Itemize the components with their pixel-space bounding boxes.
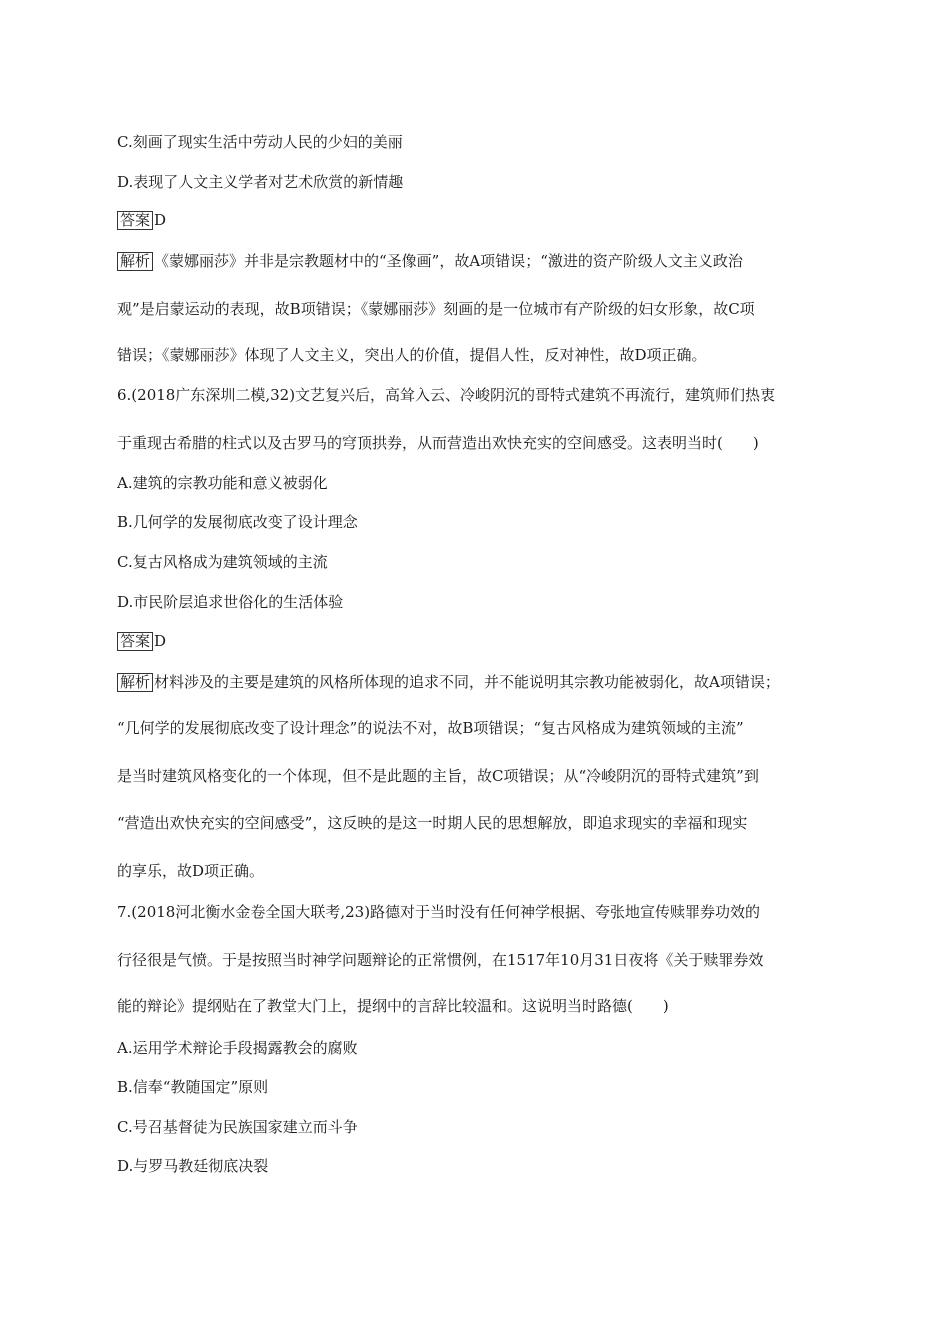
answer-label: 答案 — [117, 211, 153, 230]
q6-option-d: D.市民阶层追求世俗化的生活体验 — [117, 593, 344, 611]
q5-option-c: C.刻画了现实生活中劳动人民的少妇的美丽 — [117, 133, 403, 151]
q5-answer — [117, 210, 166, 230]
q6-option-b: B.几何学的发展彻底改变了设计理念 — [117, 513, 358, 531]
q7-option-d: D.与罗马教廷彻底决裂 — [117, 1157, 269, 1175]
q7-stem-line-2: 行径很是气愤。于是按照当时神学问题辩论的正常惯例，在1517年10月31日夜将《关于赎罪券效 — [117, 951, 764, 969]
q6-option-a: A.建筑的宗教功能和意义被弱化 — [117, 474, 328, 492]
q7-option-b: B.信奉“教随国定”原则 — [117, 1078, 269, 1096]
analysis-label: 解析 — [117, 252, 153, 271]
q7-stem-line-1: 7.(2018河北衡水金卷全国大联考,23)路德对于当时没有任何神学根据、夸张地宣传赎罪券功效的 — [117, 903, 761, 921]
q5-option-d: D.表现了人文主义学者对艺术欣赏的新情趣 — [117, 173, 404, 191]
q6-analysis-line-2: “几何学的发展彻底改变了设计理念”的说法不对，故B项错误；“复古风格成为建筑领域的主流” — [117, 719, 744, 737]
q6-analysis-line-1 — [117, 672, 780, 692]
q7-option-c: C.号召基督徒为民族国家建立而斗争 — [117, 1118, 358, 1136]
analysis-text: 材料涉及的主要是建筑的风格所体现的追求不同，并不能说明其宗教功能被弱化，故A项错误； — [154, 673, 780, 691]
q5-analysis-line-1 — [117, 251, 743, 271]
answer-value: D — [154, 211, 167, 229]
q6-analysis-line-4: “营造出欢快充实的空间感受”，这反映的是这一时期人民的思想解放，即追求现实的幸福和现实 — [117, 814, 748, 832]
q6-analysis-line-5: 的享乐，故D项正确。 — [117, 862, 265, 880]
q6-stem-line-2: 于重现古希腊的柱式以及古罗马的穹顶拱券，从而营造出欢快充实的空间感受。这表明当时( ) — [117, 434, 759, 452]
q6-answer — [117, 631, 166, 651]
q5-analysis-line-2: 观”是启蒙运动的表现，故B项错误；《蒙娜丽莎》刻画的是一位城市有产阶级的妇女形象，故C项 — [117, 300, 755, 318]
q6-stem-line-1: 6.(2018广东深圳二模,32)文艺复兴后，高耸入云、冷峻阴沉的哥特式建筑不再流行，建筑师们热衷 — [117, 386, 776, 404]
analysis-text: 《蒙娜丽莎》并非是宗教题材中的“圣像画”，故A项错误；“激进的资产阶级人文主义政治 — [154, 252, 743, 270]
q6-analysis-line-3: 是当时建筑风格变化的一个体现，但不是此题的主旨，故C项错误；从“冷峻阴沉的哥特式建筑”到 — [117, 767, 759, 785]
answer-value: D — [154, 632, 167, 650]
q6-option-c: C.复古风格成为建筑领域的主流 — [117, 553, 328, 571]
q5-analysis-line-3: 错误；《蒙娜丽莎》体现了人文主义，突出人的价值，提倡人性，反对神性，故D项正确。 — [117, 346, 707, 364]
answer-label: 答案 — [117, 632, 153, 651]
q7-option-a: A.运用学术辩论手段揭露教会的腐败 — [117, 1039, 358, 1057]
q7-stem-line-3: 能的辩论》提纲贴在了教堂大门上，提纲中的言辞比较温和。这说明当时路德( ) — [117, 997, 669, 1015]
analysis-label: 解析 — [117, 673, 153, 692]
